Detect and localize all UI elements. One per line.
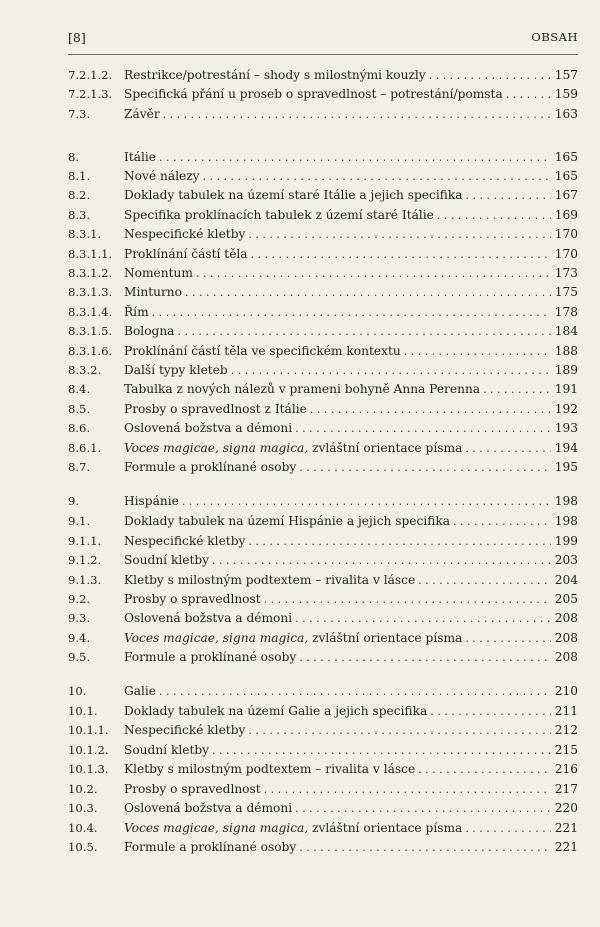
toc-entry (68, 838, 578, 857)
toc-entry-title-rest: zvláštní orientace písma (312, 821, 463, 835)
toc-entry (68, 780, 578, 799)
dot-leader (429, 66, 551, 85)
toc-entry (68, 380, 578, 399)
dot-leader (159, 682, 551, 701)
toc-entry-number: 8.6.1. (68, 441, 102, 455)
toc-entry-title: Doklady tabulek na území staré Itálie a jejich specifika (124, 188, 463, 202)
toc-entry-title: Itálie (124, 150, 156, 164)
toc-entry (68, 148, 578, 167)
toc-entry-number: 9.1.2. (68, 553, 102, 567)
toc-entry-page: 216 (554, 762, 578, 776)
toc-entry (68, 590, 578, 609)
dot-leader (182, 492, 551, 511)
toc-entry (68, 167, 578, 186)
toc-entry (68, 342, 578, 361)
toc-entry-number: 8. (68, 150, 80, 164)
toc-entry (68, 512, 578, 531)
toc-entry-title: Řím (124, 305, 149, 319)
toc-entry-page: 157 (554, 68, 578, 82)
toc-entry (68, 551, 578, 570)
toc-entry-page: 184 (554, 324, 578, 338)
toc-entry (68, 648, 578, 667)
toc-entry (68, 245, 578, 264)
dot-leader (404, 342, 551, 361)
toc-entry-title: Oslovená božstva a démoni (124, 611, 293, 625)
toc-entry-page: 208 (554, 650, 578, 664)
toc-entry-number: 8.3.1.6. (68, 344, 113, 358)
toc-entry-number: 10.4. (68, 821, 98, 835)
dot-leader (231, 361, 551, 380)
toc-entry-number: 7.3. (68, 107, 91, 121)
toc-entry-page: 198 (554, 494, 578, 508)
toc-entry-number: 10.5. (68, 840, 98, 854)
dot-leader (248, 532, 550, 551)
toc-entry-number: 9.1. (68, 514, 91, 528)
toc-entry (68, 609, 578, 628)
toc-entry (68, 206, 578, 225)
toc-entry-number: 10.1.3. (68, 762, 109, 776)
toc-entry-page: 165 (554, 150, 578, 164)
dot-leader (196, 264, 551, 283)
toc-entry (68, 283, 578, 302)
dot-leader (465, 819, 550, 838)
toc-entry (68, 492, 578, 511)
toc-entry-number: 9.1.3. (68, 573, 102, 587)
toc-entry-title-rest: zvláštní orientace písma (312, 441, 463, 455)
toc-entry-title: Minturno (124, 285, 182, 299)
toc-entry-title (124, 629, 465, 648)
toc-entry-number: 8.3.1.5. (68, 324, 113, 338)
toc-entry-title: Prosby o spravedlnost z Itálie (124, 402, 307, 416)
toc-entry-title-italic: Voces magicae, signa magica, (124, 631, 309, 645)
toc-entry-number: 8.7. (68, 460, 91, 474)
header-rule (68, 54, 578, 55)
running-header (68, 30, 578, 48)
toc-entry-page: 221 (554, 821, 578, 835)
toc-entry-title: Restrikce/potrestání – shody s milostnými kouzly (124, 68, 426, 82)
toc-entry-title: Prosby o spravedlnost (124, 782, 261, 796)
dot-leader (506, 85, 551, 104)
toc-entry-title: Soudní kletby (124, 553, 210, 567)
dot-leader (264, 590, 551, 609)
toc-entry-title: Závěr (124, 107, 160, 121)
toc-entry-title-italic: Voces magicae, signa magica, (124, 441, 309, 455)
toc-entry-title: Formule a proklínané osoby (124, 840, 297, 854)
toc-entry-title: Specifika proklínacích tabulek z území staré Itálie (124, 208, 434, 222)
dot-leader (295, 419, 551, 438)
toc-entry-page: 189 (554, 363, 578, 377)
toc-entry (68, 721, 578, 740)
toc-entry-title: Nespecifické kletby (124, 723, 246, 737)
toc-entry (68, 682, 578, 701)
toc-entry (68, 361, 578, 380)
toc-entry-page: 199 (554, 534, 578, 548)
dot-leader (430, 702, 551, 721)
running-title: OBSAH (531, 30, 578, 44)
toc-entry-page: 220 (554, 801, 578, 815)
dot-leader (251, 245, 551, 264)
toc-entry-title-rest: zvláštní orientace písma (312, 631, 463, 645)
dot-leader (295, 799, 551, 818)
dot-leader (248, 225, 550, 244)
toc-entry-number: 8.3.1.2. (68, 266, 113, 280)
toc-entry-title: Bologna (124, 324, 175, 338)
dot-leader (163, 105, 551, 124)
toc-entry-title: Oslovená božstva a démoni (124, 801, 293, 815)
dot-leader (453, 512, 551, 531)
toc-entry-number: 9.1.1. (68, 534, 102, 548)
toc-entry-title: Kletby s milostným podtextem – rivalita v lásce (124, 573, 416, 587)
toc-entry-title: Hispánie (124, 494, 179, 508)
dot-leader (465, 439, 550, 458)
toc-entry-number: 8.3.1.4. (68, 305, 113, 319)
toc-entry-number: 8.1. (68, 169, 91, 183)
toc-entry-title: Nespecifické kletby (124, 534, 246, 548)
toc-entry-title: Proklínání částí těla (124, 247, 248, 261)
toc-entry-page: 198 (554, 514, 578, 528)
toc-entry-title: Doklady tabulek na území Galie a jejich specifika (124, 704, 428, 718)
toc-entry-page: 208 (554, 611, 578, 625)
toc-entry-page: 167 (554, 188, 578, 202)
toc-entry-number: 8.3.1.3. (68, 285, 113, 299)
toc-entry-number: 9.3. (68, 611, 91, 625)
dot-leader (466, 186, 551, 205)
toc-entry-title: Doklady tabulek na území Hispánie a jejich specifika (124, 514, 451, 528)
dot-leader (299, 458, 550, 477)
dot-leader (248, 721, 550, 740)
toc-entry (68, 741, 578, 760)
toc-entry-page: 212 (554, 723, 578, 737)
dot-leader (212, 551, 551, 570)
toc-entry (68, 532, 578, 551)
dot-leader (152, 303, 551, 322)
toc-entry (68, 105, 578, 124)
toc-entry-title: Specifická přání u proseb o spravedlnost – potrestání/pomsta (124, 87, 503, 101)
toc-entry-page: 204 (554, 573, 578, 587)
toc-entry-page: 211 (554, 704, 578, 718)
toc-entry-page: 203 (554, 553, 578, 567)
dot-leader (177, 322, 550, 341)
dot-leader (437, 206, 551, 225)
toc-entry-number: 8.3. (68, 208, 91, 222)
dot-leader (212, 741, 551, 760)
toc-entry-number: 8.6. (68, 421, 91, 435)
toc-entry-title: Tabulka z nových nálezů v prameni bohyně Anna Perenna (124, 382, 481, 396)
toc-entry-page: 165 (554, 169, 578, 183)
toc-entry (68, 799, 578, 818)
dot-leader (264, 780, 551, 799)
toc-entry-number: 9.2. (68, 592, 91, 606)
toc-entry-number: 7.2.1.2. (68, 68, 113, 82)
toc-entry-number: 8.2. (68, 188, 91, 202)
toc-entry-title: Prosby o spravedlnost (124, 592, 261, 606)
toc-entry (68, 225, 578, 244)
dot-leader (465, 629, 550, 648)
toc-entry-page: 205 (554, 592, 578, 606)
toc-entry-number: 9.5. (68, 650, 91, 664)
toc-entry (68, 66, 578, 85)
toc-entry-page: 188 (554, 344, 578, 358)
toc-entry (68, 419, 578, 438)
dot-leader (203, 167, 551, 186)
toc-entry-page: 173 (554, 266, 578, 280)
toc-entry (68, 458, 578, 477)
toc-entry-title: Další typy kleteb (124, 363, 228, 377)
toc-entry-page: 208 (554, 631, 578, 645)
toc-entry (68, 400, 578, 419)
toc-entry-page: 217 (554, 782, 578, 796)
toc-entry-page: 221 (554, 840, 578, 854)
toc-entry-page: 170 (554, 227, 578, 241)
toc-entry-page: 170 (554, 247, 578, 261)
toc-entry-page: 163 (554, 107, 578, 121)
toc-entry-number: 9. (68, 494, 80, 508)
toc-entry-title: Proklínání částí těla ve specifickém kontextu (124, 344, 401, 358)
toc-entry-page: 192 (554, 402, 578, 416)
toc-entry-number: 9.4. (68, 631, 91, 645)
toc-entry-title: Galie (124, 684, 157, 698)
toc-entry-title: Nomentum (124, 266, 193, 280)
toc-entry-number: 8.3.2. (68, 363, 102, 377)
toc-entry-page: 194 (554, 441, 578, 455)
toc-entry (68, 760, 578, 779)
toc-entry-title: Oslovená božstva a démoni (124, 421, 293, 435)
toc-entry (68, 264, 578, 283)
toc-entry-title-italic: Voces magicae, signa magica, (124, 821, 309, 835)
dot-leader (185, 283, 551, 302)
toc-entry (68, 85, 578, 104)
toc-entry-title: Kletby s milostným podtextem – rivalita v lásce (124, 762, 416, 776)
dot-leader (295, 609, 551, 628)
toc-entry-number: 10.1.1. (68, 723, 109, 737)
dot-leader (483, 380, 551, 399)
toc-entry-title (124, 819, 465, 838)
toc-entry-title: Soudní kletby (124, 743, 210, 757)
toc-entry-page: 210 (554, 684, 578, 698)
toc-entry (68, 571, 578, 590)
toc-entry-title: Formule a proklínané osoby (124, 650, 297, 664)
toc-entry-number: 10. (68, 684, 87, 698)
toc-entry-page: 191 (554, 382, 578, 396)
toc-entry-page: 215 (554, 743, 578, 757)
toc-entry-title: Formule a proklínané osoby (124, 460, 297, 474)
dot-leader (299, 648, 550, 667)
toc-entry (68, 322, 578, 341)
toc-entry-number: 7.2.1.3. (68, 87, 113, 101)
toc-entry-page: 175 (554, 285, 578, 299)
dot-leader (299, 838, 550, 857)
dot-leader (418, 571, 551, 590)
toc-entry-number: 10.2. (68, 782, 98, 796)
toc-entry-page: 159 (554, 87, 578, 101)
toc-entry-number: 10.1. (68, 704, 98, 718)
page-number: [8] (68, 30, 86, 45)
toc-entry-title: Nové nálezy (124, 169, 200, 183)
toc-entry-number: 10.1.2. (68, 743, 109, 757)
dot-leader (159, 148, 551, 167)
toc-entry-number: 8.3.1.1. (68, 247, 113, 261)
toc-entry (68, 186, 578, 205)
toc-entry-page: 169 (554, 208, 578, 222)
toc-entry (68, 629, 578, 648)
toc-entry-number: 8.3.1. (68, 227, 102, 241)
toc-entry-number: 8.4. (68, 382, 91, 396)
toc-entry-page: 195 (554, 460, 578, 474)
dot-leader (418, 760, 551, 779)
toc-entry-page: 178 (554, 305, 578, 319)
toc-entry (68, 439, 578, 458)
toc-entry-title (124, 439, 465, 458)
toc-entry (68, 702, 578, 721)
toc-entry-number: 10.3. (68, 801, 98, 815)
toc-entry-number: 8.5. (68, 402, 91, 416)
toc-entry-title: Nespecifické kletby (124, 227, 246, 241)
toc-entry-page: 193 (554, 421, 578, 435)
dot-leader (310, 400, 551, 419)
toc-entry (68, 819, 578, 838)
toc-entry (68, 303, 578, 322)
